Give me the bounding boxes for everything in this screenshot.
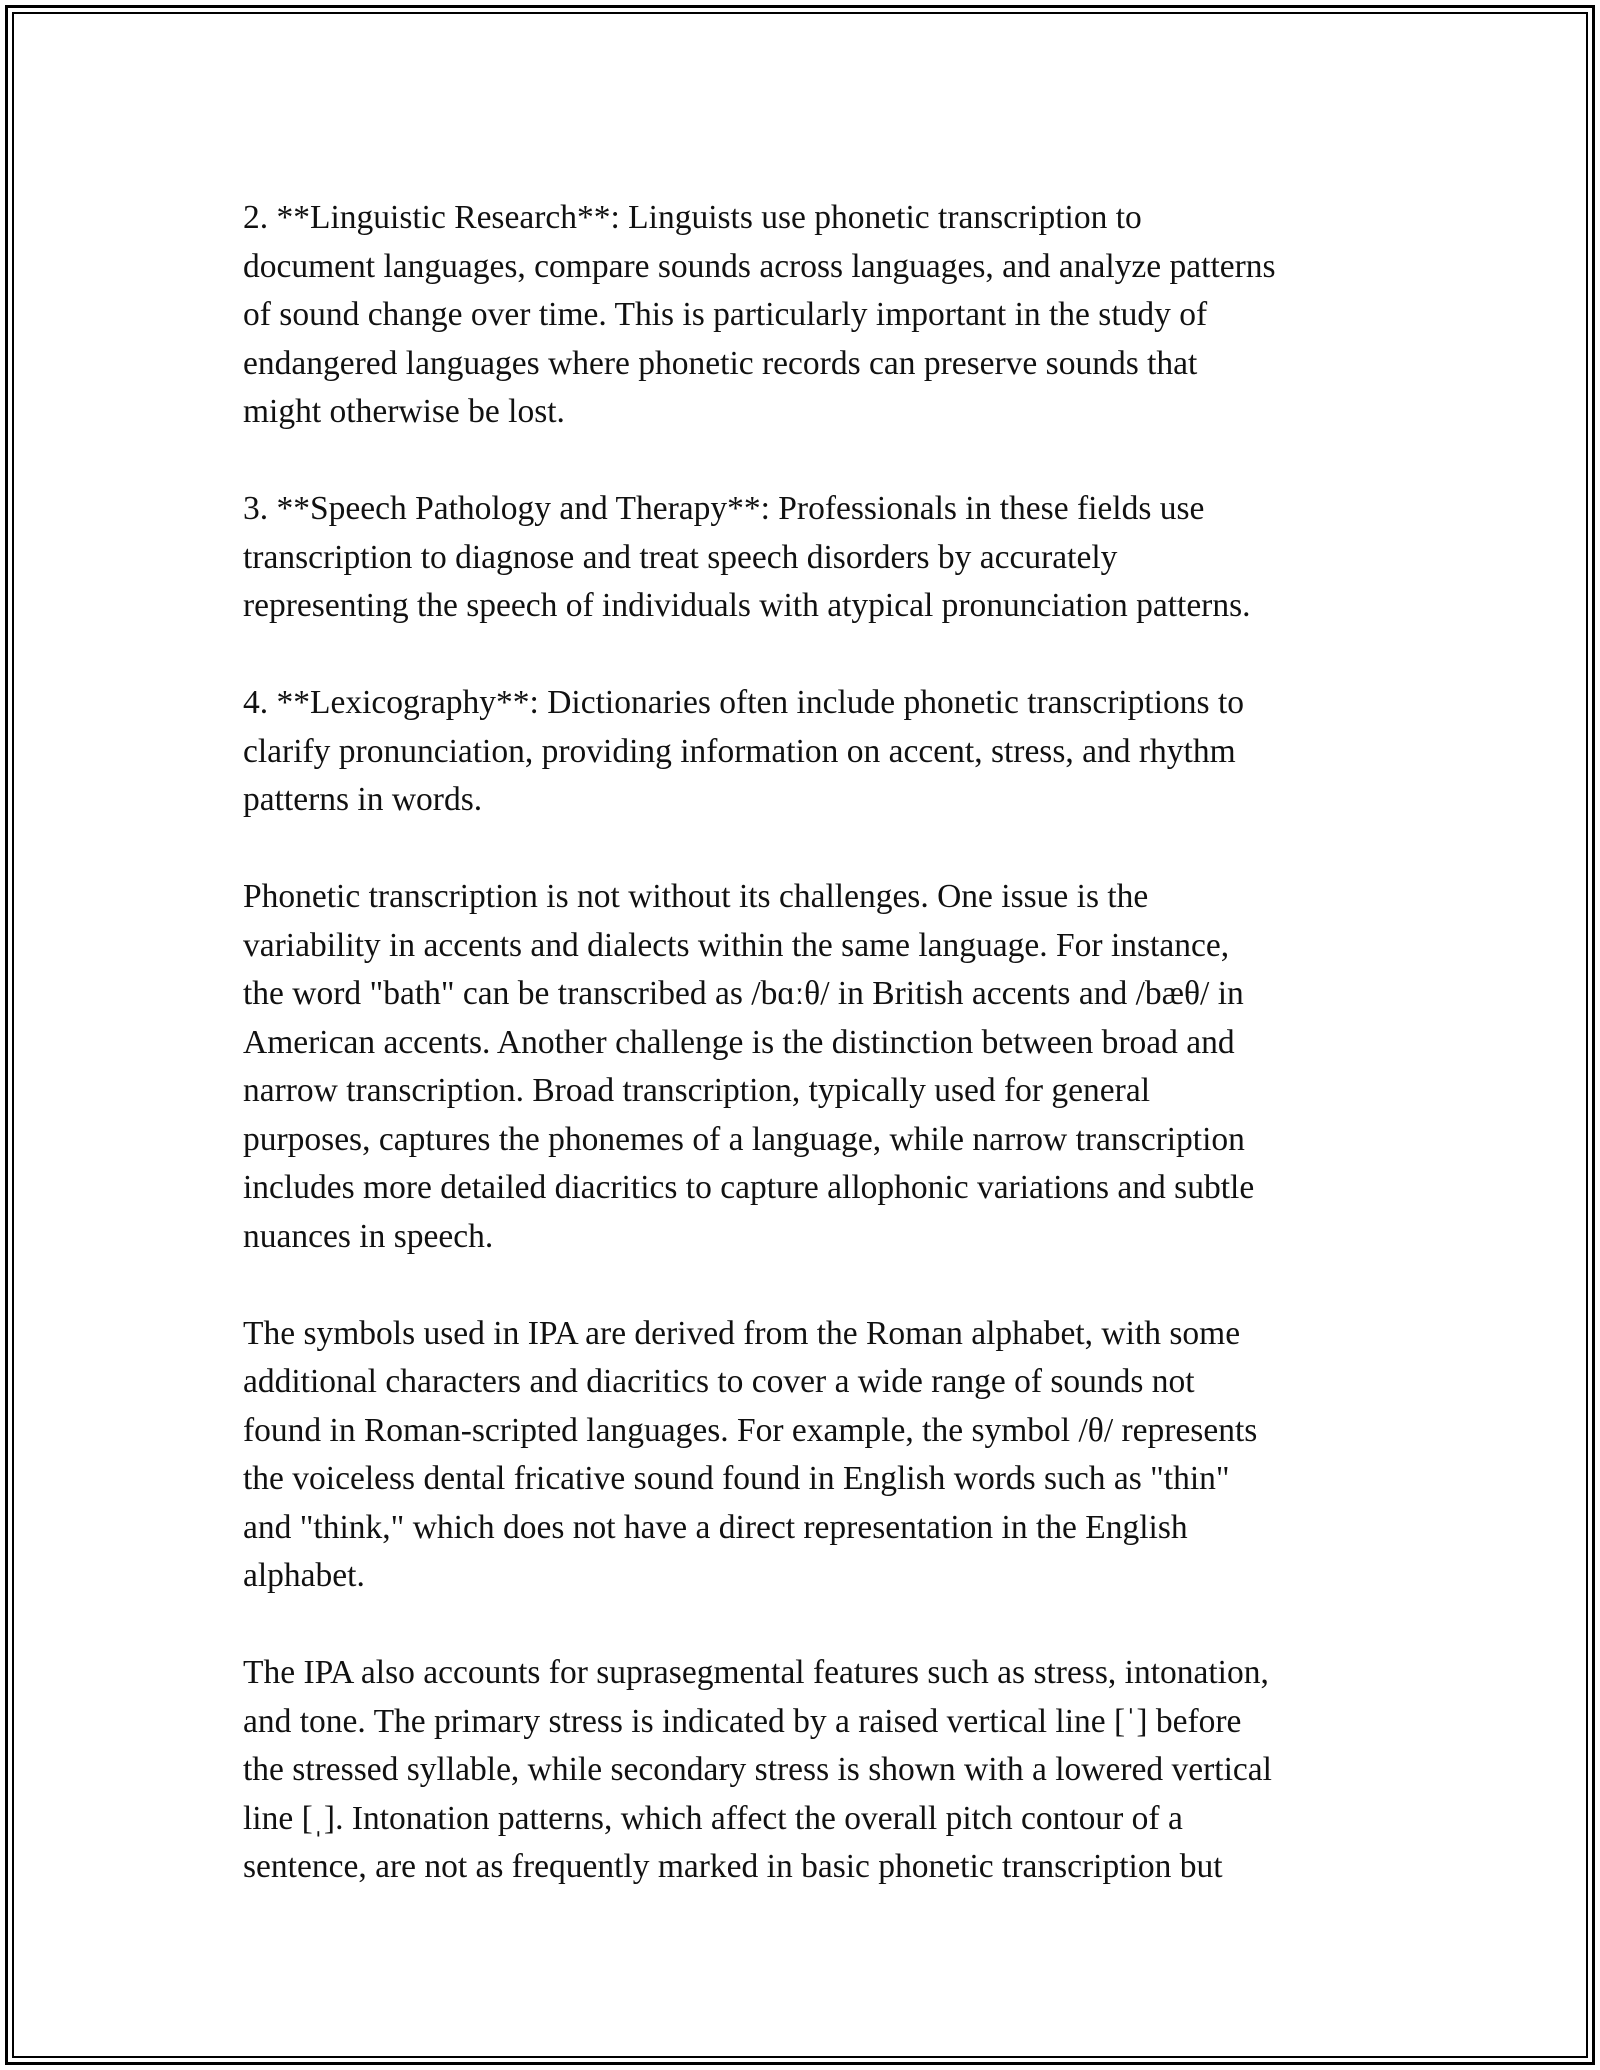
document-body [243, 194, 1383, 1940]
paragraph-linguistic-research: 2. **Linguistic Research**: Linguists use phonetic transcription to document languages, compare sounds across languages, and analyze patterns of sound change over time. This is particularly important in the study of endangered languages where phonetic records can preserve sounds that might otherwise be lost. [243, 199, 1276, 430]
page-border [5, 5, 1595, 2065]
paragraph-speech-pathology: 3. **Speech Pathology and Therapy**: Professionals in these fields use transcription to diagnose and treat speech disorders by accurately representing the speech of individuals with atypical pronunciation patterns. [243, 490, 1251, 624]
paragraph-lexicography: 4. **Lexicography**: Dictionaries often include phonetic transcriptions to clarify pronunciation, providing information on accent, stress, and rhythm patterns in words. [243, 684, 1245, 818]
paragraph-transcription-challenges: Phonetic transcription is not without its challenges. One issue is the variability in accents and dialects within the same language. For instance, the word "bath" can be transcribed as /bɑːθ/ in British accents and /bæθ/ in American accents. Another challenge is the distinction between broad and narrow transcription. Broad transcription, typically used for general purposes, captures the phonemes of a language, while narrow transcription includes more detailed diacritics to capture allophonic variations and subtle nuances in speech. [243, 878, 1255, 1255]
paragraph-ipa-symbols: The symbols used in IPA are derived from the Roman alphabet, with some additional characters and diacritics to cover a wide range of sounds not found in Roman-scripted languages. For example, the symbol /θ/ represents the voiceless dental fricative sound found in English words such as "thin" and "think," which does not have a direct representation in the English alphabet. [243, 1314, 1258, 1594]
paragraph-suprasegmental-features: The IPA also accounts for suprasegmental features such as stress, intonation, and tone. The primary stress is indicated by a raised vertical line [ˈ] before the stressed syllable, while secondary stress is shown with a lowered vertical line [ˌ]. Intonation patterns, which affect the overall pitch contour of a sentence, are not as frequently marked in basic phonetic transcription but [243, 1654, 1272, 1885]
